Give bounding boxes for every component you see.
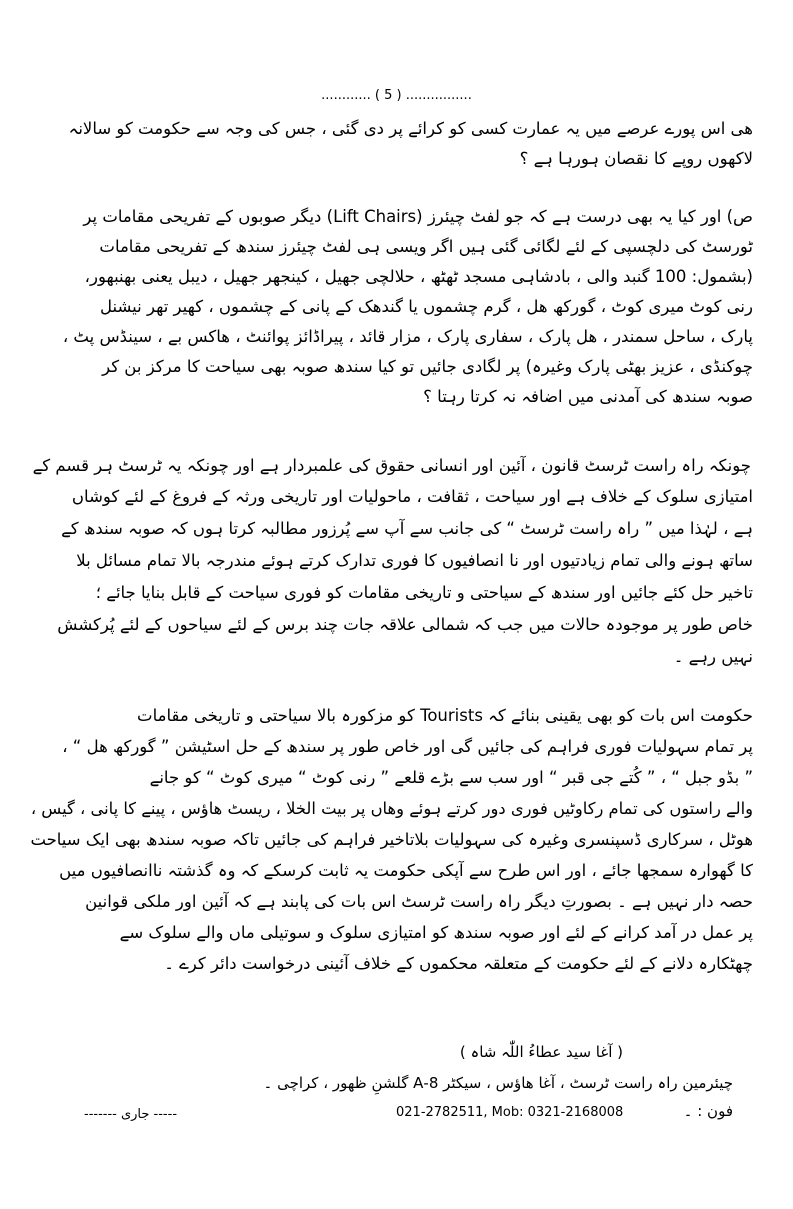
text-line: ” بڈو جبل “ ، ” کُتے جی قبر “ اور سب سے بڑے قلعے ” رنی کوٹ “ میری کوٹ “ کو جانے [149, 768, 753, 787]
text-line: ٹورسٹ کی دلچسپی کے لئے لگائی گئی ہیں اگر ویسی ہی لفٹ چیئرز سندھ کے تفریحی مقامات [99, 237, 753, 256]
text-line: ھوٹل ، سرکاری ڈسپنسری وغیرہ کی سہولیات بلاتاخیر فراہم کی جائیں تاکہ صوبہ سندھ بھی ایک سیاحت [30, 830, 753, 849]
text-line: ھی اس پورے عرصے میں یہ عمارت کسی کو کرائے پر دی گئی ، جس کی وجہ سے حکومت کو سالانہ [68, 119, 753, 138]
text-line: چوکنڈی ، عزیز بھٹی پارک وغیرہ) پر لگادی جائیں تو کیا سندھ صوبہ بھی سیاحت کا مرکز بن کر [102, 357, 753, 376]
text-line: تاخیر حل کئے جائیں اور سندھ کے سیاحتی و تاریخی مقامات کو فوری سیاحت کے قابل بنایا جائے ؛ [95, 583, 753, 602]
phone-label: فون : ۔ [683, 1102, 733, 1120]
text-line: چھٹکارہ دلانے کے لئے حکومت کے متعلقہ محکموں کے خلاف آئینی درخواست دائر کرے ۔ [164, 954, 753, 973]
signatory-name: ( آغا سید عطاءُ اللّٰہ شاہ ) [459, 1043, 623, 1061]
text-line: ہے ، لہٰذا میں ” راہ راست ٹرسٹ “ کی جانب سے آپ سے پُرزور مطالبہ کرتا ہوں کہ صوبہ سندھ کے [61, 519, 753, 538]
page-number: ............ ( 5 ) ................ [321, 88, 472, 103]
text-line: (بشمول: 100 گنبد والی ، بادشاہی مسجد ٹھٹھ ، حلالچی جھیل ، کینجھر جھیل ، دیبل یعنی بھنبھور، [84, 267, 753, 286]
text-line: پر عمل در آمد کرانے کے لئے اور صوبہ سندھ کو امتیازی سلوک و سوتیلی ماں والے سلوک سے [119, 923, 753, 942]
text-line: چونکہ راہ راست ٹرسٹ قانون ، آئین اور انسانی حقوق کی علمبردار ہے اور چونکہ یہ ٹرسٹ ہر قسم کے [32, 456, 751, 475]
text-line: لاکھوں روپے کا نقصان ہورہا ہے ؟ [519, 149, 753, 168]
text-line: پر تمام سہولیات فوری فراہم کی جائیں گی اور خاص طور پر سندھ کے حل اسٹیشن ” گورکھ ھل “ ، [62, 737, 753, 756]
signatory-title: چیئرمین راہ راست ٹرسٹ ، آغا ھاؤس ، سیکٹر 8-A گلشنِ ظھور ، کراچی ۔ [263, 1074, 733, 1092]
text-line: امتیازی سلوک کے خلاف ہے اور سیاحت ، ثقافت ، ماحولیات اور تاریخی ورثہ کے فروغ کے لئے کوشاں [71, 487, 753, 506]
text-line: ساتھ ہونے والی تمام زیادتیوں اور نا انصافیوں کا فوری تدارک کرتے ہوئے مندرجہ بالا تمام مسائل بلا [76, 551, 753, 570]
text-line: رنی کوٹ میری کوٹ ، گورکھ ھل ، گرم چشموں یا گندھک کے پانی کے چشموں ، کھیر تھر نیشنل [99, 297, 753, 316]
text-line: پارک ، ساحل سمندر ، ھل پارک ، سفاری پارک ، مزار قائد ، پیراڈائز پوائنٹ ، ھاکس بے ، سینڈس پٹ ، [62, 327, 753, 346]
text-line: حکومت اس بات کو بھی یقینی بنائے کہ Tourists کو مزکورہ بالا سیاحتی و تاریخی مقامات [137, 706, 753, 725]
text-line: کا گھوارہ سمجھا جائے ، اور اس طرح سے آپکی حکومت یہ ثابت کرسکے کہ وہ گذشتہ ناانصافیوں میں [59, 861, 753, 880]
continued-marker: ----- جاری ------- [84, 1107, 178, 1122]
text-line: والے راستوں کی تمام رکاوٹیں فوری دور کرتے ہوئے وھاں پر بیت الخلا ، ریسٹ ھاؤس ، پینے کا پانی ، گیس ، [30, 799, 753, 818]
text-line: نہیں رہے ۔ [673, 647, 753, 666]
text-line: حصہ دار نہیں ہے ۔ بصورتِ دیگر راہ راست ٹرسٹ اس بات کی پابند ہے کہ آئین اور ملکی قوانین [85, 892, 753, 911]
text-line: صوبہ سندھ کی آمدنی میں اضافہ نہ کرتا رہتا ؟ [423, 387, 753, 406]
text-line: ص) اور کیا یہ بھی درست ہے کہ جو لفٹ چیئرز (Lift Chairs) دیگر صوبوں کے تفریحی مقامات پر [83, 207, 753, 226]
text-line: خاص طور پر موجودہ حالات میں جب کہ شمالی علاقہ جات چند برس کے لئے سیاحوں کے لئے پُرکشش [57, 615, 753, 634]
phone-numbers: 021-2782511, Mob: 0321-2168008 [396, 1105, 624, 1120]
